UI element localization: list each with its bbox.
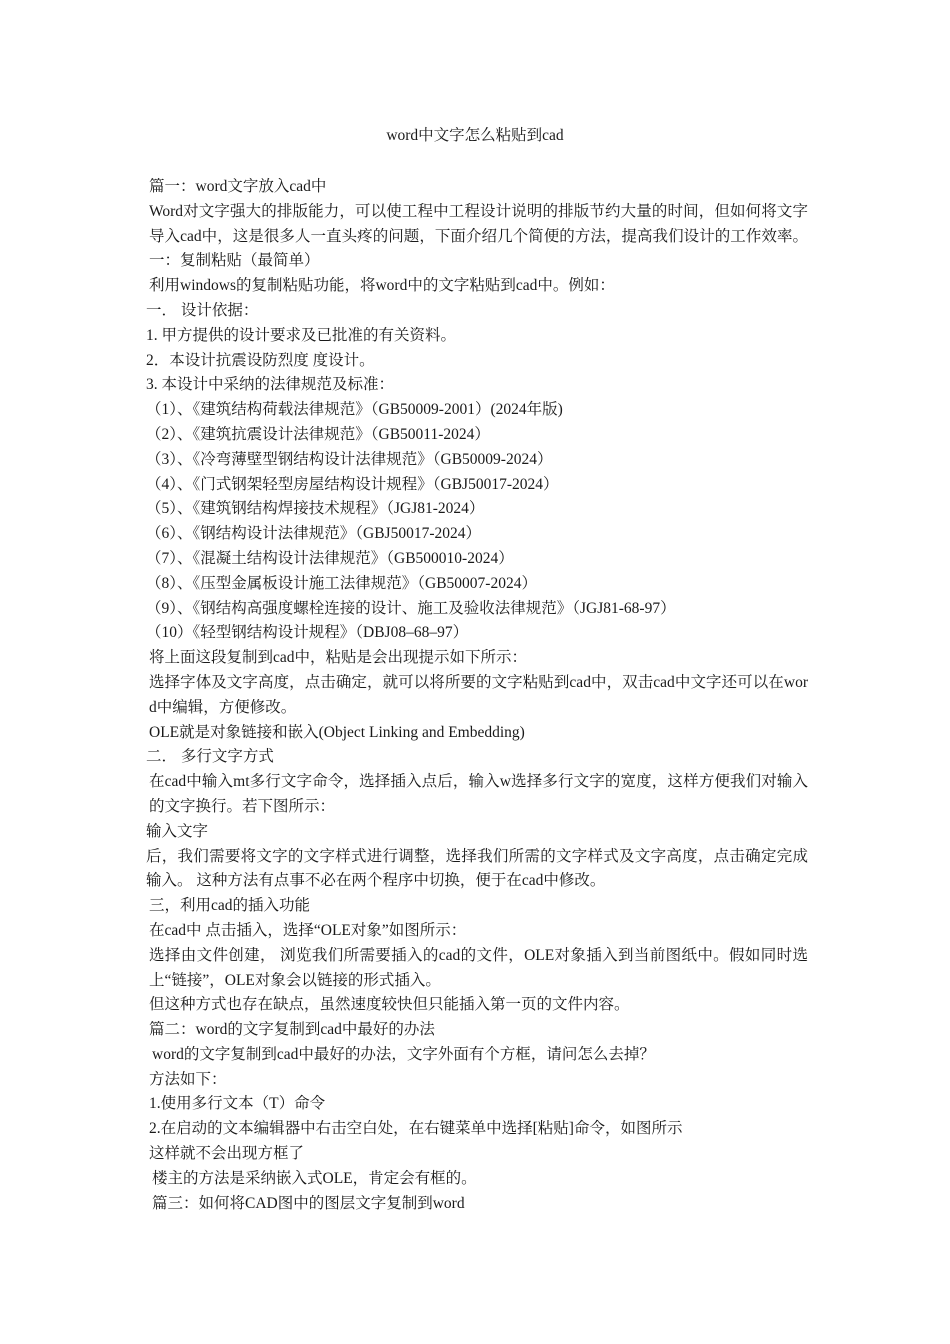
- paragraph-part2-heading: 篇二：word的文字复制到cad中最好的办法: [149, 1021, 435, 1039]
- paragraph-create-from-file: 选择由文件创建， 浏览我们所需要插入的cad的文件，OLE对象插入到当前图纸中。假如同时选上“链接”，OLE对象会以链接的形式插入。: [149, 946, 808, 989]
- paragraph-method-label: 方法如下：: [149, 1070, 227, 1088]
- paragraph-ole-definition: OLE就是对象链接和嵌入(Object Linking and Embedding): [149, 723, 525, 741]
- standard-2: （2）、《建筑抗震设计法律规范》（GB50011-2024）: [146, 425, 490, 443]
- standard-7: （7）、《混凝土结构设计法律规范》（GB500010-2024）: [146, 549, 514, 567]
- paragraph-choose-font: 选择字体及文字高度，点击确定，就可以将所要的文字粘贴到cad中，双击cad中文字还可以在word中编辑，方便修改。: [149, 673, 808, 716]
- paragraph-insert-ole: 在cad中 点击插入，选择“OLE对象”如图所示：: [149, 921, 467, 939]
- paragraph-copy-paste: 利用windows的复制粘贴功能，将word中的文字粘贴到cad中。例如：: [149, 277, 615, 295]
- paragraph-item-1: 1. 甲方提供的设计要求及已批准的有关资料。: [146, 326, 457, 344]
- paragraph-part1-heading: 篇一：word文字放入cad中: [149, 178, 327, 195]
- paragraph-drawback: 但这种方式也存在缺点，虽然速度较快但只能插入第一页的文件内容。: [149, 996, 630, 1014]
- paragraph-method-3-heading: 三，利用cad的插入功能: [149, 897, 311, 915]
- standard-9: （9）、《钢结构高强度螺栓连接的设计、施工及验收法律规范》（JGJ81-68-97）: [146, 599, 676, 617]
- paragraph-design-basis: 一． 设计依据：: [146, 301, 259, 319]
- paragraph-part3-heading: 篇三：如何将CAD图中的图层文字复制到word: [152, 1194, 465, 1212]
- standard-8: （8）、《压型金属板设计施工法律规范》（GB50007-2024）: [146, 574, 537, 592]
- paragraph-intro: Word对文字强大的排版能力，可以使工程中工程设计说明的排版节约大量的时间，但如何将文字导入cad中，这是很多人一直头疼的问题，下面介绍几个简便的方法，提高我们设计的工作效率。 一：复制粘贴（最简单）: [149, 202, 808, 270]
- paragraph-question: word的文字复制到cad中最好的办法，文字外面有个方框，请问怎么去掉？: [152, 1045, 655, 1063]
- standard-1: （1）、《建筑结构荷载法律规范》（GB50009-2001）(2024年版): [146, 401, 563, 419]
- standard-10: （10）《轻型钢结构设计规程》（DBJ08–68–97）: [146, 624, 469, 642]
- standard-5: （5）、《建筑钢结构焊接技术规程》（JGJ81-2024）: [146, 500, 485, 518]
- paragraph-no-frame: 这样就不会出现方框了: [149, 1145, 305, 1163]
- paragraph-item-2: 2．本设计抗震设防烈度 度设计。: [146, 351, 375, 369]
- document-body: [146, 175, 808, 1216]
- paragraph-step-1: 1.使用多行文本（T）命令: [149, 1095, 326, 1113]
- paragraph-step-2: 2.在启动的文本编辑器中右击空白处，在右键菜单中选择[粘贴]命令，如图所示: [149, 1120, 683, 1138]
- standard-6: （6）、《钢结构设计法律规范》（GBJ50017-2024）: [146, 525, 481, 543]
- standard-4: （4）、《门式钢架轻型房屋结构设计规程》（GBJ50017-2024）: [146, 475, 559, 493]
- paragraph-after-input: 后，我们需要将文字的文字样式进行调整，选择我们所需的文字样式及文字高度，点击确定完成输入。 这种方法有点事不必在两个程序中切换，便于在cad中修改。: [146, 847, 808, 890]
- paragraph-input-text: 输入文字: [146, 822, 209, 840]
- paragraph-paste-prompt: 将上面这段复制到cad中，粘贴是会出现提示如下所示：: [149, 649, 528, 667]
- document-title: word中文字怎么粘贴到cad: [386, 127, 564, 144]
- paragraph-mtext: 在cad中输入mt多行文字命令，选择插入点后，输入w选择多行文字的宽度，这样方便我们对输入的文字换行。若下图所示：: [149, 773, 808, 815]
- paragraph-item-3: 3. 本设计中采纳的法律规范及标准：: [146, 376, 395, 394]
- paragraph-method-2-heading: 二． 多行文字方式: [146, 748, 274, 766]
- standard-3: （3）、《冷弯薄壁型钢结构设计法律规范》（GB50009-2024）: [146, 450, 553, 468]
- paragraph-embedded-ole: 楼主的方法是采纳嵌入式OLE，肯定会有框的。: [152, 1169, 477, 1187]
